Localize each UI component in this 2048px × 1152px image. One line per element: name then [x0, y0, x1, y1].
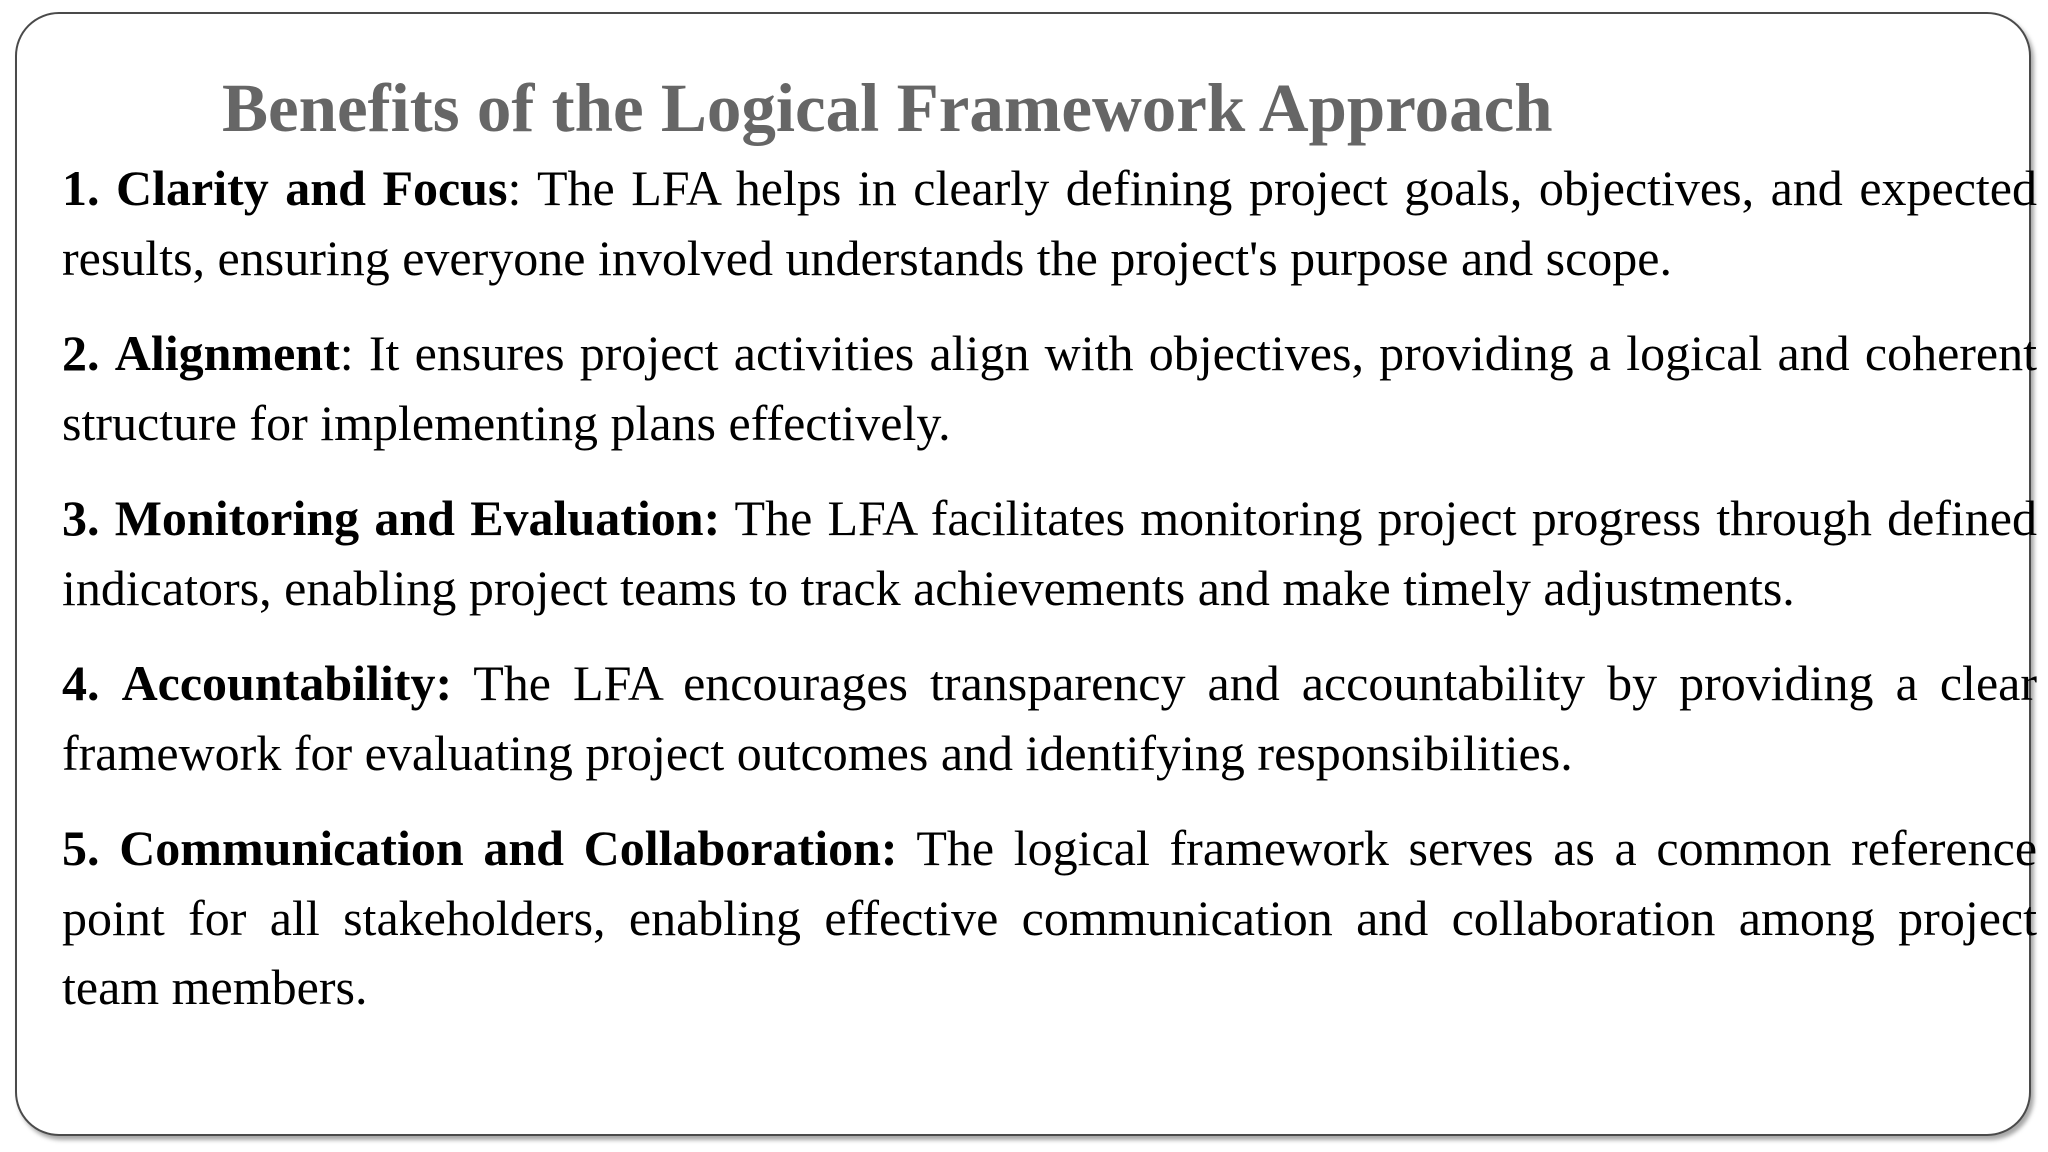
- benefit-item-alignment: [62, 319, 2037, 458]
- benefit-number: 2.: [62, 325, 100, 381]
- benefit-text: The LFA encourages transparency and accountability by providing a clear framework for evaluating project outcomes and identifying responsibilities.: [62, 655, 2037, 781]
- benefit-number: 5.: [62, 820, 100, 876]
- benefit-heading: Communication and Collaboration:: [119, 820, 898, 876]
- benefit-list: [62, 154, 2037, 1049]
- slide-title: Benefits of the Logical Framework Approach: [222, 70, 1553, 146]
- benefit-number: 3.: [62, 490, 100, 546]
- benefit-item-clarity: [62, 154, 2037, 293]
- benefit-item-accountability: [62, 649, 2037, 788]
- benefit-text: The LFA helps in clearly defining project goals, objectives, and expected results, ensuring everyone involved understands the project's purpose and scope.: [62, 160, 2037, 286]
- benefit-item-communication: [62, 814, 2037, 1023]
- benefit-text: The logical framework serves as a common reference point for all stakeholders, enabling effective communication and collaboration among project team members.: [62, 820, 2038, 1015]
- benefit-heading: Accountability:: [121, 655, 453, 711]
- benefit-item-monitoring: [62, 484, 2037, 623]
- benefit-heading: Monitoring and Evaluation:: [114, 490, 721, 546]
- benefit-heading: Alignment: [114, 325, 340, 381]
- benefit-separator: :: [507, 160, 522, 216]
- benefit-number: 1.: [62, 160, 100, 216]
- benefit-heading: Clarity and Focus: [116, 160, 508, 216]
- benefit-separator: :: [339, 325, 354, 381]
- benefit-number: 4.: [62, 655, 100, 711]
- benefit-text: The LFA facilitates monitoring project progress through defined indicators, enabling project teams to track achievements and make timely adjustments.: [62, 490, 2038, 616]
- benefit-text: It ensures project activities align with objectives, providing a logical and coherent structure for implementing plans effectively.: [62, 325, 2037, 451]
